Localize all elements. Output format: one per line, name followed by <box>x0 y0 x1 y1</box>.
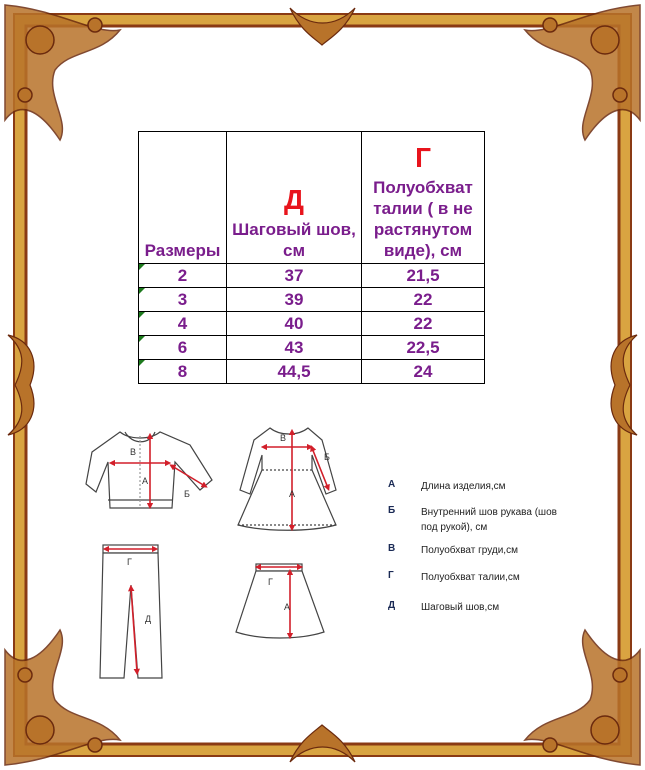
header-waist-label: Полуобхват талии ( в не растянутом виде), см <box>373 178 473 260</box>
header-size: Размеры <box>139 132 227 264</box>
size-cell: 2 <box>139 264 227 288</box>
legend-key: А <box>388 479 396 490</box>
legend-text: Полуобхват талии,см <box>421 572 520 583</box>
waist-cell: 22 <box>362 312 485 336</box>
size-cell: 8 <box>139 360 227 384</box>
sweater-mark-v: В <box>130 447 137 457</box>
size-cell: 6 <box>139 336 227 360</box>
dress-mark-b: Б <box>324 452 330 462</box>
sweater-diagram <box>86 432 212 508</box>
skirt-mark-g: Г <box>268 577 273 587</box>
header-inseam-label: Шаговый шов, см <box>232 220 356 260</box>
legend-text: Шаговый шов,см <box>421 602 500 613</box>
sweater-mark-a: А <box>142 476 149 486</box>
legend-text: Длина изделия,см <box>421 481 506 492</box>
skirt-mark-a: А <box>284 602 291 612</box>
skirt-diagram <box>236 564 324 638</box>
legend-text: Внутренний шов рукава (шов под рукой), см <box>421 507 557 533</box>
inseam-cell: 40 <box>227 312 362 336</box>
dress-mark-v: В <box>280 433 287 443</box>
legend-key: В <box>388 543 396 554</box>
header-waist-letter: Г <box>415 142 431 173</box>
dress-diagram <box>238 428 336 530</box>
size-cell: 4 <box>139 312 227 336</box>
waist-cell: 21,5 <box>362 264 485 288</box>
legend-key: Б <box>388 505 396 516</box>
inseam-cell: 37 <box>227 264 362 288</box>
size-cell: 3 <box>139 288 227 312</box>
legend-key: Г <box>388 570 394 581</box>
legend-key: Д <box>388 600 396 611</box>
header-inseam-letter: Д <box>284 184 304 215</box>
pants-mark-d: Д <box>145 614 152 624</box>
inseam-cell: 39 <box>227 288 362 312</box>
inseam-cell: 43 <box>227 336 362 360</box>
inseam-cell: 44,5 <box>227 360 362 384</box>
waist-cell: 24 <box>362 360 485 384</box>
pants-mark-g: Г <box>127 557 132 567</box>
sweater-mark-b: Б <box>184 489 190 499</box>
dress-mark-a: А <box>289 489 296 499</box>
legend-text: Полуобхват груди,см <box>421 545 518 556</box>
waist-cell: 22,5 <box>362 336 485 360</box>
waist-cell: 22 <box>362 288 485 312</box>
